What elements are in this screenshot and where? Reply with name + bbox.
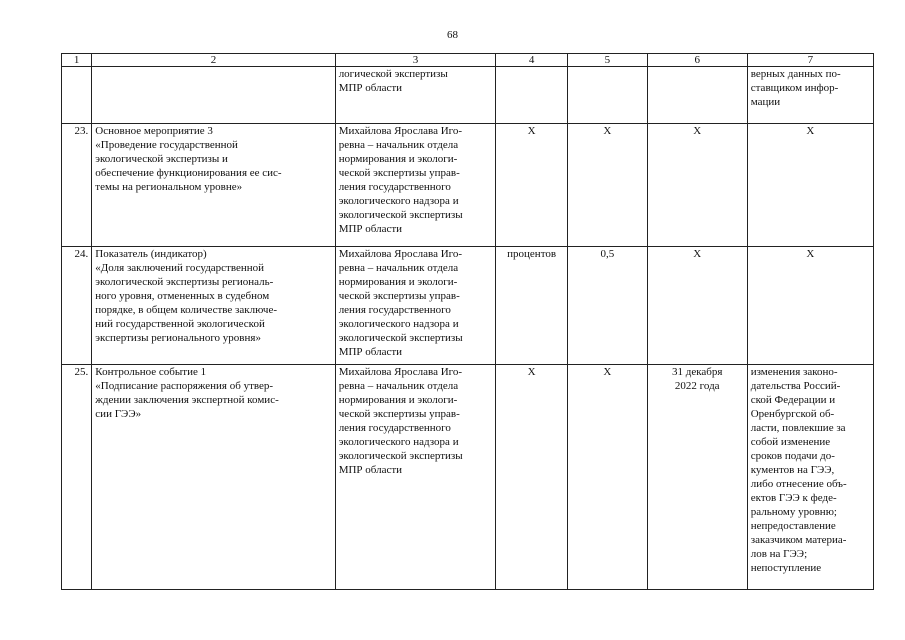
column-header: 7 (747, 54, 873, 67)
row-value: Х (567, 124, 647, 247)
table-header-row (62, 54, 874, 67)
row-name: Показатель (индикатор) «Доля заключений государственной экологической экспертизы региональ- ного уровня, отмененных в судебном порядке, в общем количестве заключе- ний государственной экологической экспертизы регионального уровня» (92, 247, 335, 365)
row-number: 23. (62, 124, 92, 247)
row-name: Контрольное событие 1 «Подписание распоряжения об утвер- ждении заключения экспертной комис- сии ГЭЭ» (92, 365, 335, 590)
column-header: 3 (335, 54, 496, 67)
row-unit (496, 67, 568, 124)
table-row (62, 365, 874, 590)
column-header: 6 (647, 54, 747, 67)
row-risks: Х (747, 124, 873, 247)
row-deadline (647, 67, 747, 124)
column-header: 4 (496, 54, 568, 67)
row-responsible: логической экспертизы МПР области (335, 67, 496, 124)
table-row (62, 67, 874, 124)
row-name: Основное мероприятие 3 «Проведение государственной экологической экспертизы и обеспечение функционирования ее сис- темы на региональном уровне» (92, 124, 335, 247)
row-deadline: Х (647, 247, 747, 365)
row-deadline: Х (647, 124, 747, 247)
table-row (62, 247, 874, 365)
row-unit: Х (496, 124, 568, 247)
column-header: 5 (567, 54, 647, 67)
row-number: 25. (62, 365, 92, 590)
row-responsible: Михайлова Ярослава Иго- ревна – начальник отдела нормирования и экологи- ческой экспертизы управ- ления государственного экологического надзора и экологической экспертизы МПР области (335, 124, 496, 247)
row-responsible: Михайлова Ярослава Иго- ревна – начальник отдела нормирования и экологи- ческой экспертизы управ- ления государственного экологического надзора и экологической экспертизы МПР области (335, 365, 496, 590)
row-value: 0,5 (567, 247, 647, 365)
row-value: Х (567, 365, 647, 590)
plan-table (61, 53, 874, 590)
row-responsible: Михайлова Ярослава Иго- ревна – начальник отдела нормирования и экологи- ческой экспертизы управ- ления государственного экологического надзора и экологической экспертизы МПР области (335, 247, 496, 365)
row-risks: изменения законо- дательства Россий- ской Федерации и Оренбургской об- ласти, повлекшие за собой изменение сроков подачи до- кументов на ГЭЭ, либо отнесение объ- ектов ГЭЭ к феде- ральному уровню; непредоставление заказчиком материа- лов на ГЭЭ; непоступление (747, 365, 873, 590)
row-name (92, 67, 335, 124)
row-value (567, 67, 647, 124)
column-header: 1 (62, 54, 92, 67)
row-risks: Х (747, 247, 873, 365)
row-risks: верных данных по- ставщиком инфор- мации (747, 67, 873, 124)
page-number: 68 (447, 29, 458, 41)
row-number (62, 67, 92, 124)
row-deadline: 31 декабря 2022 года (647, 365, 747, 590)
row-unit: Х (496, 365, 568, 590)
row-number: 24. (62, 247, 92, 365)
column-header: 2 (92, 54, 335, 67)
row-unit: процентов (496, 247, 568, 365)
table-row (62, 124, 874, 247)
